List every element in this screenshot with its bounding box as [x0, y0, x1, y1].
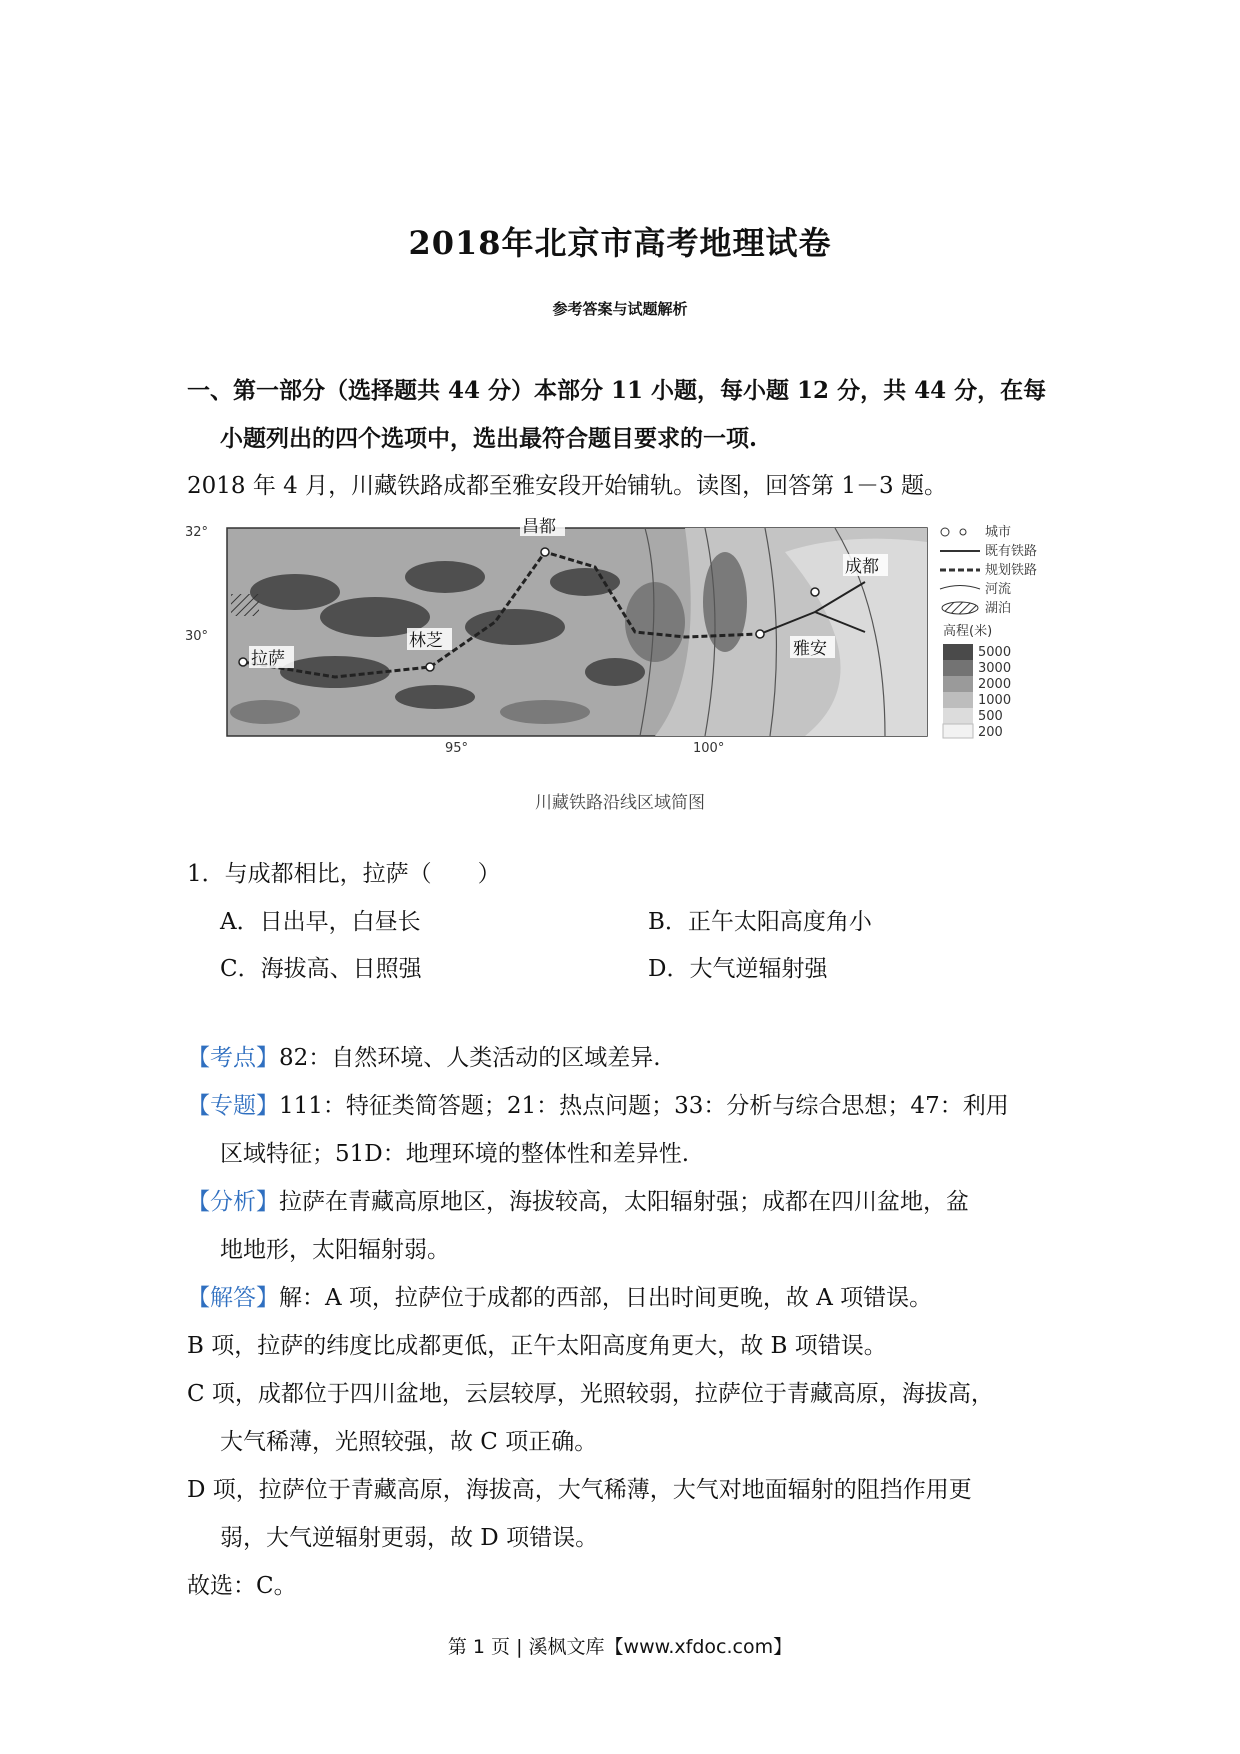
question-stem: 1．与成都相比，拉萨（ ） — [187, 861, 501, 887]
zhuanti-line — [187, 1091, 1009, 1121]
fenxi-text2: 地地形，太阳辐射弱。 — [220, 1237, 450, 1263]
city-label-chamdo: 昌都 — [522, 517, 556, 537]
jieda-line — [187, 1283, 932, 1313]
city-label-lhasa: 拉萨 — [251, 649, 285, 669]
kaodian-text: 82：自然环境、人类活动的区域差异. — [279, 1045, 661, 1071]
option-d-explanation-2: 弱，大气逆辐射更弱，故 D 项错误。 — [220, 1525, 599, 1551]
zhuanti-tag: 【专题】 — [187, 1093, 279, 1119]
fenxi-tag: 【分析】 — [187, 1189, 279, 1215]
legend-river: 河流 — [985, 582, 1012, 597]
railway-map — [185, 517, 1080, 756]
page-footer: 第 1 页 | 溪枫文库【www.xfdoc.com】 — [447, 1636, 793, 1658]
fenxi-text1: 拉萨在青藏高原地区，海拔较高，太阳辐射强；成都在四川盆地，盆 — [279, 1189, 969, 1215]
legend-elev-3000: 3000 — [978, 661, 1012, 676]
zhuanti-text2: 区域特征；51D：地理环境的整体性和差异性. — [220, 1141, 690, 1167]
legend-elev-5000: 5000 — [978, 645, 1012, 660]
option-a: A．日出早，白昼长 — [220, 909, 421, 935]
option-c-explanation-1: C 项，成都位于四川盆地，云层较厚，光照较弱，拉萨位于青藏高原，海拔高， — [187, 1381, 994, 1407]
option-c: C．海拔高、日照强 — [220, 956, 422, 982]
fenxi-line — [187, 1187, 969, 1217]
legend-existing-railway: 既有铁路 — [985, 544, 1038, 559]
city-marker-yaan — [756, 630, 764, 638]
city-marker-lhasa — [239, 658, 247, 666]
option-d-explanation-1: D 项，拉萨位于青藏高原，海拔高，大气稀薄，大气对地面辐射的阻挡作用更 — [187, 1477, 972, 1503]
map-legend — [940, 525, 1037, 740]
legend-planned-railway: 规划铁路 — [985, 563, 1038, 578]
legend-elev-2000: 2000 — [978, 677, 1012, 692]
legend-lake: 湖泊 — [985, 601, 1012, 616]
lake-shape — [231, 594, 259, 616]
map-caption: 川藏铁路沿线区域简图 — [535, 793, 705, 813]
lon-label-100: 100° — [693, 741, 725, 756]
city-label-nyingchi: 林芝 — [409, 631, 443, 651]
kaodian-line — [187, 1043, 661, 1073]
section-heading-line2: 小题列出的四个选项中，选出最符合题目要求的一项. — [220, 425, 758, 452]
city-marker-chengdu — [811, 588, 819, 596]
legend-elev-1000: 1000 — [978, 693, 1012, 708]
jieda-tag: 【解答】 — [187, 1285, 279, 1311]
lon-label-95: 95° — [445, 741, 469, 756]
page-subtitle: 参考答案与试题解析 — [552, 300, 688, 318]
section-heading-line1: 一、第一部分（选择题共 44 分）本部分 11 小题，每小题 12 分，共 44 分，在每 — [187, 377, 1047, 404]
city-label-chengdu: 成都 — [845, 557, 879, 577]
legend-elevation-title: 高程(米) — [943, 624, 993, 639]
option-c-explanation-2: 大气稀薄，光照较强，故 C 项正确。 — [220, 1429, 598, 1455]
option-d: D．大气逆辐射强 — [648, 956, 828, 982]
final-answer: 故选：C。 — [187, 1573, 297, 1599]
legend-elev-500: 500 — [978, 709, 1003, 724]
zhuanti-text1: 111：特征类简答题；21：热点问题；33：分析与综合思想；47：利用 — [279, 1093, 1009, 1119]
legend-city: 城市 — [985, 525, 1012, 540]
intro-text: 2018 年 4 月，川藏铁路成都至雅安段开始铺轨。读图，回答第 1－3 题。 — [187, 473, 947, 499]
city-marker-chamdo — [541, 548, 549, 556]
option-b-explanation: B 项，拉萨的纬度比成都更低，正午太阳高度角更大，故 B 项错误。 — [187, 1333, 887, 1359]
page-title: 2018年北京市高考地理试卷 — [408, 224, 832, 262]
lat-label-30: 30° — [185, 629, 209, 644]
lat-label-32: 32° — [185, 525, 209, 540]
city-marker-nyingchi — [426, 663, 434, 671]
kaodian-tag: 【考点】 — [187, 1045, 279, 1071]
legend-elev-200: 200 — [978, 725, 1003, 740]
jieda-text: 解：A 项，拉萨位于成都的西部，日出时间更晚，故 A 项错误。 — [279, 1285, 933, 1311]
city-label-yaan: 雅安 — [793, 639, 827, 659]
option-b: B．正午太阳高度角小 — [648, 909, 872, 935]
